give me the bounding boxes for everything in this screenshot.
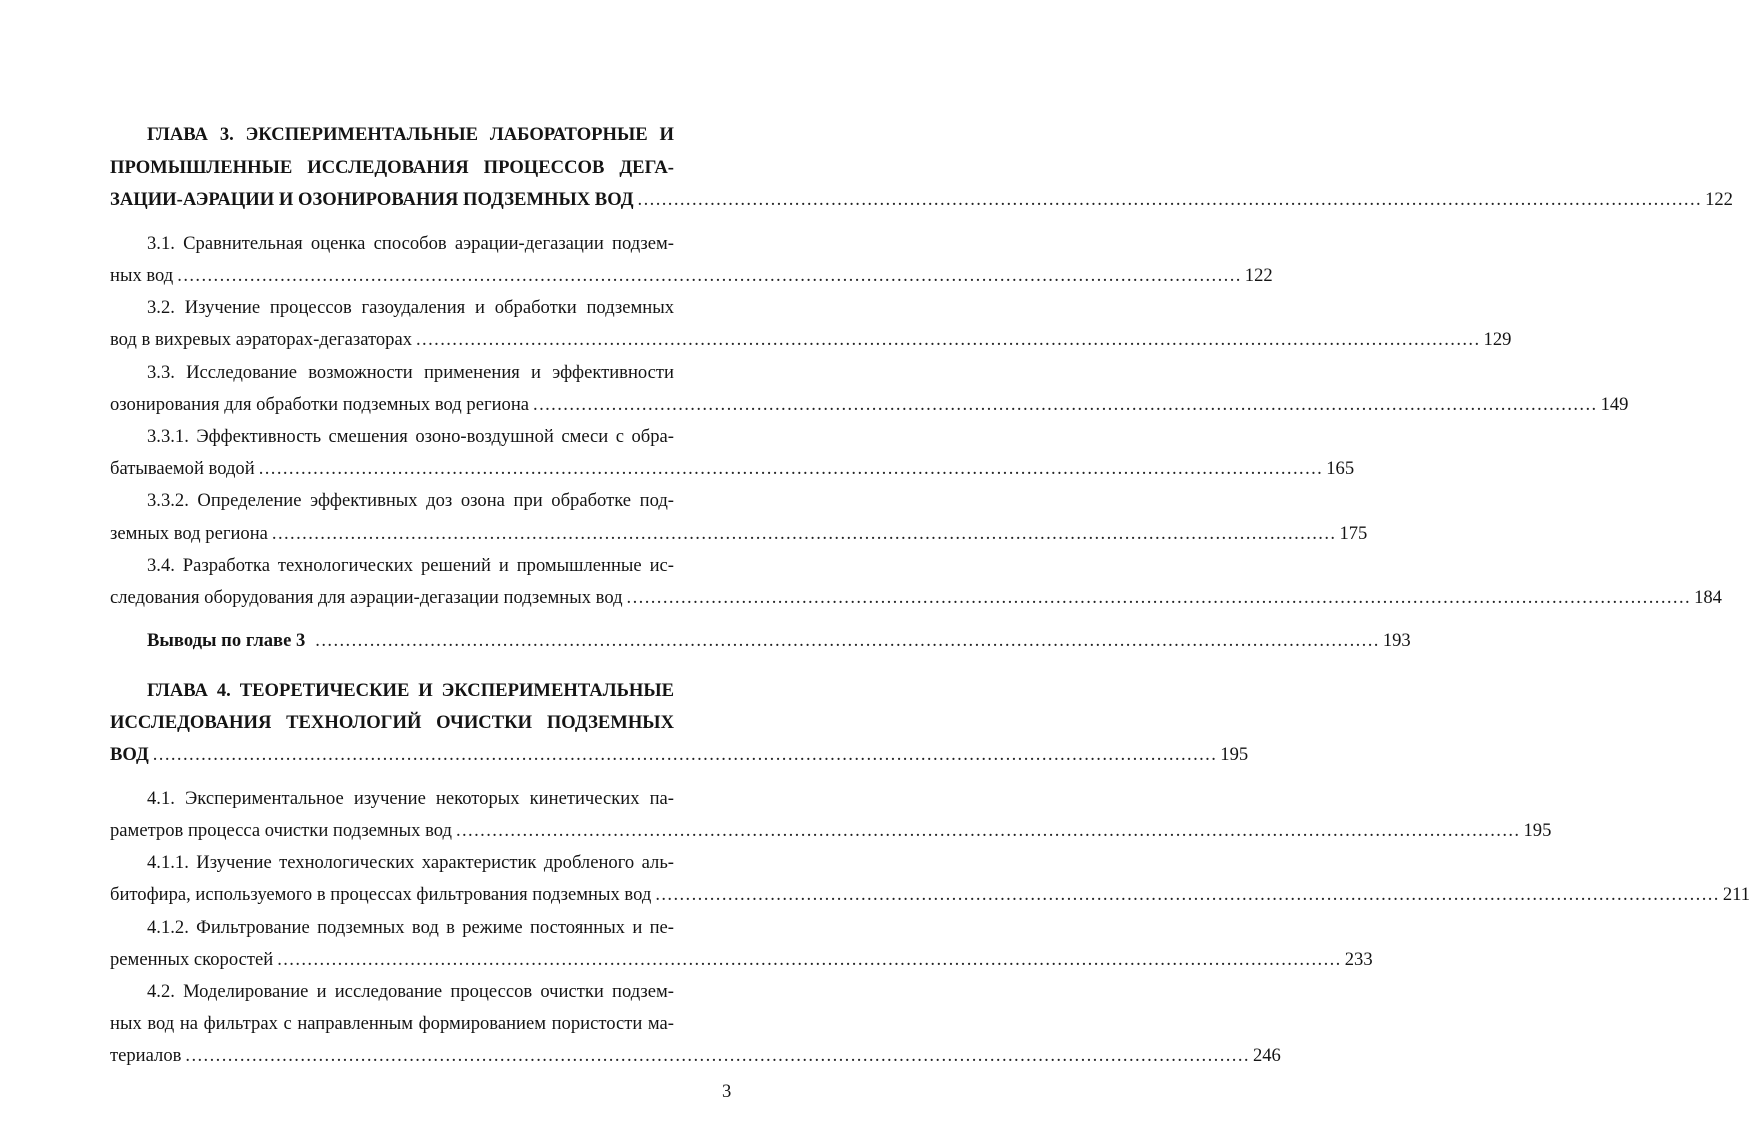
page-ref: 195: [1220, 744, 1249, 765]
entry-text: битофира, используемого в процессах фильтрования подземных вод: [110, 884, 652, 905]
toc-entry-4-2-line-3: [110, 1045, 1281, 1067]
entry-text: вод в вихревых аэраторах-дегазаторах: [110, 329, 412, 350]
page-ref: 193: [1382, 630, 1411, 651]
toc-entry-4-2-line-2: ных вод на фильтрах с направленным формированием пористости ма-: [110, 1013, 674, 1034]
page-ref: 149: [1600, 394, 1629, 415]
toc-entry-3-3-line-1: 3.3. Исследование возможности применения и эффективности: [147, 362, 674, 383]
page-ref: 129: [1483, 329, 1512, 350]
dot-leader: ................................................................................................................................................................................: [315, 630, 1380, 651]
toc-entry-conclusions-3: [147, 630, 1411, 652]
dot-leader: ................................................................................................................................................................................: [271, 523, 1337, 544]
entry-text: ременных скоростей: [110, 949, 274, 970]
page-ref: 165: [1326, 458, 1355, 479]
page-ref: 175: [1339, 523, 1368, 544]
dot-leader: ................................................................................................................................................................................: [655, 884, 1720, 905]
dot-leader: ................................................................................................................................................................................: [637, 189, 1703, 210]
dot-leader: ................................................................................................................................................................................: [277, 949, 1342, 970]
chapter-3-title-line-1: ГЛАВА 3. ЭКСПЕРИМЕНТАЛЬНЫЕ ЛАБОРАТОРНЫЕ И: [147, 124, 674, 145]
toc-entry-3-3-2-line-2: [110, 523, 1368, 545]
dot-leader: ................................................................................................................................................................................: [455, 820, 1521, 841]
toc-entry-3-3-1-line-1: 3.3.1. Эффективность смешения озоно-воздушной смеси с обра-: [147, 426, 674, 447]
chapter-3-title-text: ЗАЦИИ-АЭРАЦИИ И ОЗОНИРОВАНИЯ ПОДЗЕМНЫХ ВОД: [110, 189, 634, 210]
chapter-3-title-line-3: [110, 189, 1733, 211]
toc-entry-4-1-line-2: [110, 820, 1552, 842]
entry-text: раметров процесса очистки подземных вод: [110, 820, 452, 841]
dot-leader: ................................................................................................................................................................................: [152, 744, 1218, 765]
toc-entry-3-3-line-2: [110, 394, 1629, 416]
toc-entry-3-3-1-line-2: [110, 458, 1355, 480]
toc-entry-4-1-line-1: 4.1. Экспериментальное изучение некоторых кинетических па-: [147, 788, 674, 809]
page-ref: 184: [1694, 587, 1722, 608]
entry-text: озонирования для обработки подземных вод региона: [110, 394, 530, 415]
dot-leader: ................................................................................................................................................................................: [626, 587, 1692, 608]
page-ref: 246: [1252, 1045, 1281, 1066]
entry-text: следования оборудования для аэрации-дегазации подземных вод: [110, 587, 623, 608]
toc-entry-3-2-line-2: [110, 329, 1512, 351]
page-ref: 233: [1344, 949, 1373, 970]
toc-entry-3-4-line-1: 3.4. Разработка технологических решений и промышленные ис-: [147, 555, 674, 576]
entry-text: Выводы по главе 3: [147, 630, 306, 651]
dot-leader: ................................................................................................................................................................................: [533, 394, 1598, 415]
entry-text: земных вод региона: [110, 523, 268, 544]
toc-entry-3-4-line-2: [110, 587, 1722, 609]
toc-entry-4-1-2-line-2: [110, 949, 1373, 971]
dot-leader: ................................................................................................................................................................................: [258, 458, 1324, 479]
toc-entry-3-1-line-2: [110, 265, 1273, 287]
page-ref: 195: [1523, 820, 1552, 841]
chapter-4-title-text: ВОД: [110, 744, 149, 765]
toc-entry-4-1-2-line-1: 4.1.2. Фильтрование подземных вод в режиме постоянных и пе-: [147, 917, 674, 938]
chapter-3-title-line-2: ПРОМЫШЛЕННЫЕ ИССЛЕДОВАНИЯ ПРОЦЕССОВ ДЕГА-: [110, 157, 674, 178]
page-ref: 211: [1722, 884, 1750, 905]
toc-entry-4-1-1-line-1: 4.1.1. Изучение технологических характеристик дробленого аль-: [147, 852, 674, 873]
toc-entry-3-3-2-line-1: 3.3.2. Определение эффективных доз озона при обработке под-: [147, 490, 674, 511]
page-ref: 122: [1244, 265, 1273, 286]
entry-text: батываемой водой: [110, 458, 255, 479]
toc-entry-3-1-line-1: 3.1. Сравнительная оценка способов аэрации-дегазации подзем-: [147, 233, 674, 254]
dot-leader: ................................................................................................................................................................................: [416, 329, 1481, 350]
chapter-4-title-line-1: ГЛАВА 4. ТЕОРЕТИЧЕСКИЕ И ЭКСПЕРИМЕНТАЛЬНЫЕ: [147, 680, 674, 701]
chapter-4-title-line-2: ИССЛЕДОВАНИЯ ТЕХНОЛОГИЙ ОЧИСТКИ ПОДЗЕМНЫХ: [110, 712, 674, 733]
page-number: 3: [722, 1081, 732, 1102]
toc-entry-3-2-line-1: 3.2. Изучение процессов газоудаления и обработки подземных: [147, 297, 674, 318]
dot-leader: ................................................................................................................................................................................: [177, 265, 1242, 286]
toc-entry-4-2-line-1: 4.2. Моделирование и исследование процессов очистки подзем-: [147, 981, 674, 1002]
entry-text: ных вод: [110, 265, 174, 286]
chapter-4-title-line-3: [110, 744, 1249, 766]
toc-entry-4-1-1-line-2: [110, 884, 1750, 906]
dot-leader: ................................................................................................................................................................................: [185, 1045, 1250, 1066]
page-ref: 122: [1705, 189, 1733, 210]
entry-text: териалов: [110, 1045, 182, 1066]
